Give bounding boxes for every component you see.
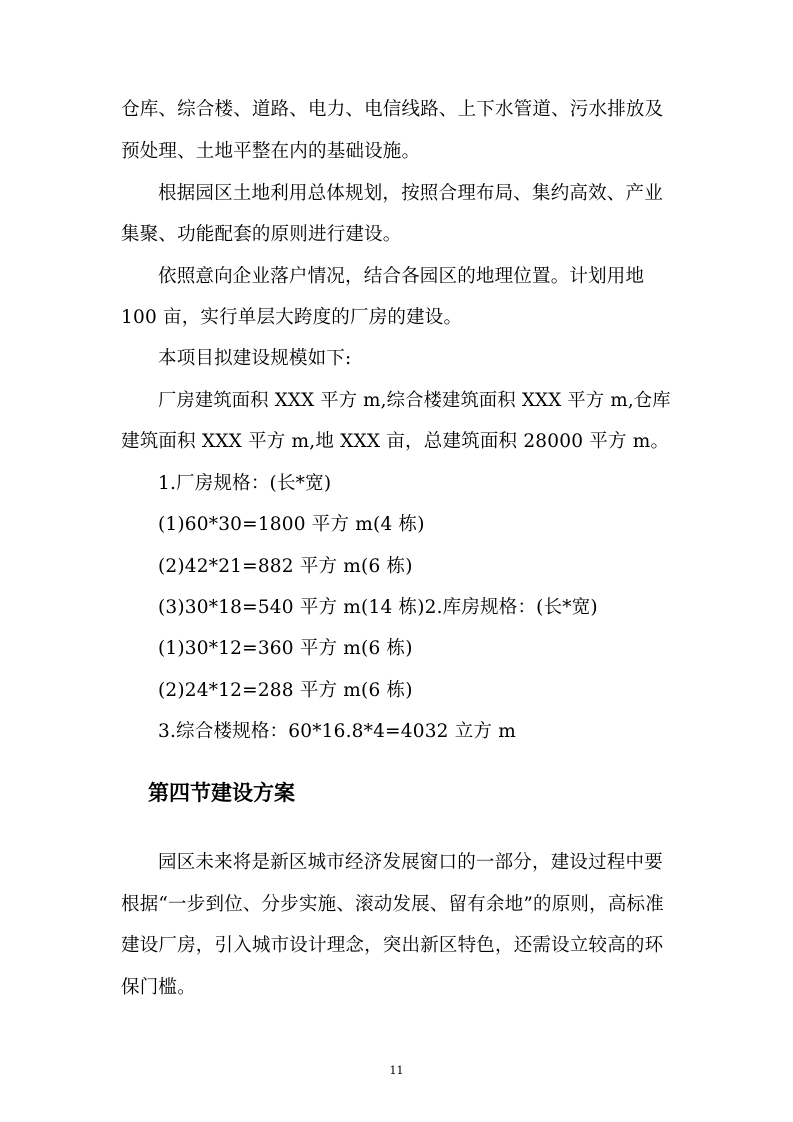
paragraph-line: 预处理、土地平整在内的基础设施。 [121,141,421,162]
paragraph-line: 保门槛。 [121,977,196,998]
spec-list-item: 3.综合楼规格：60*16.8*4=4032 立方 m [158,721,516,742]
paragraph-line: 园区未来将是新区城市经济发展窗口的一部分，建设过程中要 [158,852,663,873]
spec-list-item: (3)30*18=540 平方 m(14 栋)2.库房规格：(长*宽) [158,597,598,618]
section-heading: 第四节建设方案 [148,781,295,805]
paragraph-line: 集聚、功能配套的原则进行建设。 [121,224,402,245]
paragraph-line: 本项目拟建设规模如下: [158,348,352,369]
spec-list-item: (2)42*21=882 平方 m(6 栋) [158,556,413,577]
paragraph-line: 建筑面积 XXX 平方 m,地 XXX 亩，总建筑面积 28000 平方 m。 [121,431,670,452]
spec-list-item: 1.厂房规格：(长*宽) [158,473,332,494]
page-number: 11 [389,1064,404,1077]
spec-list-item: (1)60*30=1800 平方 m(4 栋) [158,514,425,535]
paragraph-line: 根据园区土地利用总体规划，按照合理布局、集约高效、产业 [158,183,663,204]
spec-list-item: (2)24*12=288 平方 m(6 栋) [158,680,413,701]
paragraph-line: 根据“一步到位、分步实施、滚动发展、留有余地”的原则，高标准 [121,894,664,915]
paragraph-line: 建设厂房，引入城市设计理念，突出新区特色，还需设立较高的环 [121,935,664,956]
paragraph-line: 100 亩，实行单层大跨度的厂房的建设。 [121,307,463,328]
spec-list-item: (1)30*12=360 平方 m(6 栋) [158,638,413,659]
paragraph-line: 依照意向企业落户情况，结合各园区的地理位置。计划用地 [158,266,645,287]
paragraph-line: 厂房建筑面积 XXX 平方 m,综合楼建筑面积 XXX 平方 m,仓库 [158,390,671,411]
paragraph-line: 仓库、综合楼、道路、电力、电信线路、上下水管道、污水排放及 [121,99,664,120]
